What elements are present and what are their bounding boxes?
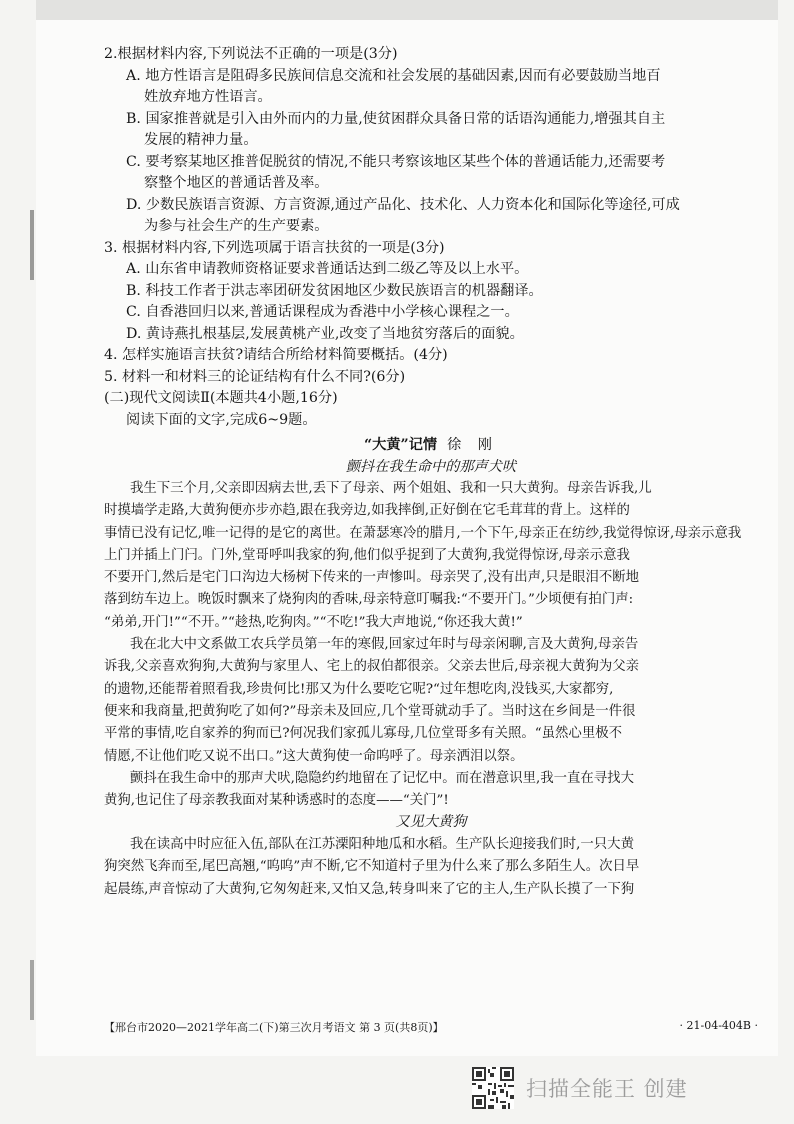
page-content — [104, 44, 758, 901]
footer-code: · 21-04-404B · — [679, 1019, 758, 1032]
question-line: 3. 根据材料内容,下列选项属于语言扶贫的一项是(3分) — [104, 239, 445, 256]
paragraph-line: 黄狗,也记住了母亲教我面对某种诱惑时的态度——“关门”! — [104, 793, 449, 809]
paragraph-line: 我生下三个月,父亲即因病去世,丢下了母亲、两个姐姐、我和一只大黄狗。母亲告诉我,儿 — [130, 481, 652, 496]
paragraph-line: 狗突然飞奔而至,尾巴高翘,“呜呜”声不断,它不知道村子里为什么来了那么多陌生人。次日早 — [104, 859, 640, 875]
paragraph-line: 落到纺车边上。晚饭时飘来了烧狗肉的香味,母亲特意叮嘱我:“不要开门。”少顷便有拍门声: — [104, 592, 634, 608]
paragraph-line: 平常的事情,吃自家养的狗而已?何况我们家孤儿寡母,几位堂哥多有关照。“虽然心里极不 — [104, 726, 622, 742]
paragraph-line: 我在北大中文系做工农兵学员第一年的寒假,回家过年时与母亲闲聊,言及大黄狗,母亲告 — [130, 637, 639, 653]
option-line: B. 科技工作者于洪志率团研发贫困地区少数民族语言的机器翻译。 — [126, 282, 543, 299]
paragraph-line: 诉我,父亲喜欢狗狗,大黄狗与家里人、宅上的叔伯都很亲。父亲去世后,母亲视大黄狗为父亲 — [104, 659, 640, 675]
option-line: 姓放弃地方性语言。 — [144, 89, 272, 105]
question-line: 4. 怎样实施语言扶贫?请结合所给材料简要概括。(4分) — [104, 347, 448, 363]
paragraph-line: 起晨练,声音惊动了大黄狗,它匆匆赶来,又怕又急,转身叫来了它的主人,生产队长摸了一下狗 — [104, 881, 635, 897]
option-line: D. 少数民族语言资源、方言资源,通过产品化、技术化、人力资本化和国际化等途径,可成 — [126, 196, 680, 213]
option-line: A. 山东省申请教师资格证要求普通话达到二级乙等及以上水平。 — [126, 261, 529, 277]
question-line: 2.根据材料内容,下列说法不正确的一项是(3分) — [104, 46, 398, 62]
reading-instruction: 阅读下面的文字,完成6~9题。 — [126, 411, 317, 428]
option-line: 察整个地区的普通话普及率。 — [144, 175, 329, 191]
paragraph-line: 便来和我商量,把黄狗吃了如何?”母亲未及回应,几个堂哥就动手了。当时这在乡间是一件很 — [104, 703, 636, 719]
section-subtitle: 又见大黄狗 — [395, 814, 467, 831]
option-line: A. 地方性语言是阻碍多民族间信息交流和社会发展的基础因素,因而有必要鼓励当地百 — [126, 67, 661, 84]
binding-mark — [30, 210, 34, 280]
option-line: 发展的精神力量。 — [144, 132, 258, 148]
article-author: 徐 刚 — [447, 437, 498, 453]
option-line: 为参与社会生产的生产要素。 — [144, 218, 329, 234]
scanner-watermark — [472, 1066, 722, 1110]
paragraph-line: 的遗物,还能帮着照看我,珍贵何比!那又为什么要吃它呢?“过年想吃肉,没钱买,大家都穷, — [104, 681, 614, 697]
scan-top-edge — [36, 0, 778, 20]
article-title-line — [104, 435, 758, 457]
section-heading: (二)现代文阅读Ⅱ(本题共4小题,16分) — [104, 390, 338, 406]
binding-mark — [30, 960, 34, 1020]
option-line: C. 要考察某地区推普促脱贫的情况,不能只考察该地区某些个体的普通话能力,还需要考 — [126, 153, 666, 170]
paragraph-line: 情愿,不让他们吃又说不出口。”这大黄狗使一命呜呼了。母亲洒泪以祭。 — [104, 748, 524, 764]
paragraph-line: 我在读高中时应征入伍,部队在江苏溧阳种地瓜和水稻。生产队长迎接我们时,一只大黄 — [130, 836, 634, 852]
article-title: “大黄”记情 — [364, 437, 438, 453]
paragraph-line: 事情已没有记忆,唯一记得的是它的离世。在萧瑟寒冷的腊月,一个下午,母亲正在纺纱,我觉得惊讶,母亲示意我 — [104, 525, 742, 541]
paragraph-line: 不要开门,然后是宅门口沟边大杨树下传来的一声惨叫。母亲哭了,没有出声,只是眼泪不断地 — [104, 570, 640, 586]
option-line: D. 黄诗燕扎根基层,发展黄桃产业,改变了当地贫穷落后的面貌。 — [126, 325, 524, 342]
qr-code-icon — [472, 1067, 514, 1109]
footer-exam-info: 【邢台市2020—2021学年高二(下)第三次月考语文 第 3 页(共8页)】 — [104, 1021, 444, 1034]
paragraph-line: 上门并插上门闩。门外,堂哥呼叫我家的狗,他们似乎捉到了大黄狗,我觉得惊讶,母亲示意我 — [104, 547, 630, 563]
scanned-page — [36, 0, 778, 1056]
paragraph-line: 颤抖在我生命中的那声犬吠,隐隐约约地留在了记忆中。而在潜意识里,我一直在寻找大 — [130, 770, 634, 786]
option-line: C. 自香港回归以来,普通话课程成为香港中小学核心课程之一。 — [126, 304, 519, 320]
question-line: 5. 材料一和材料三的论证结构有什么不同?(6分) — [104, 368, 406, 385]
watermark-text: 扫描全能王 创建 — [526, 1077, 688, 1101]
section-subtitle: 颤抖在我生命中的那声犬吠 — [345, 458, 517, 475]
option-line: B. 国家推普就是引入由外而内的力量,使贫困群众具备日常的话语沟通能力,增强其自主 — [126, 110, 666, 127]
paragraph-line: 时摸墙学走路,大黄狗便亦步亦趋,跟在我旁边,如我摔倒,正好倒在它毛茸茸的背上。这样的 — [104, 503, 630, 519]
paragraph-line: “弟弟,开门!”“不开。”“趁热,吃狗肉。”“不吃!”我大声地说,“你还我大黄!” — [104, 614, 523, 630]
